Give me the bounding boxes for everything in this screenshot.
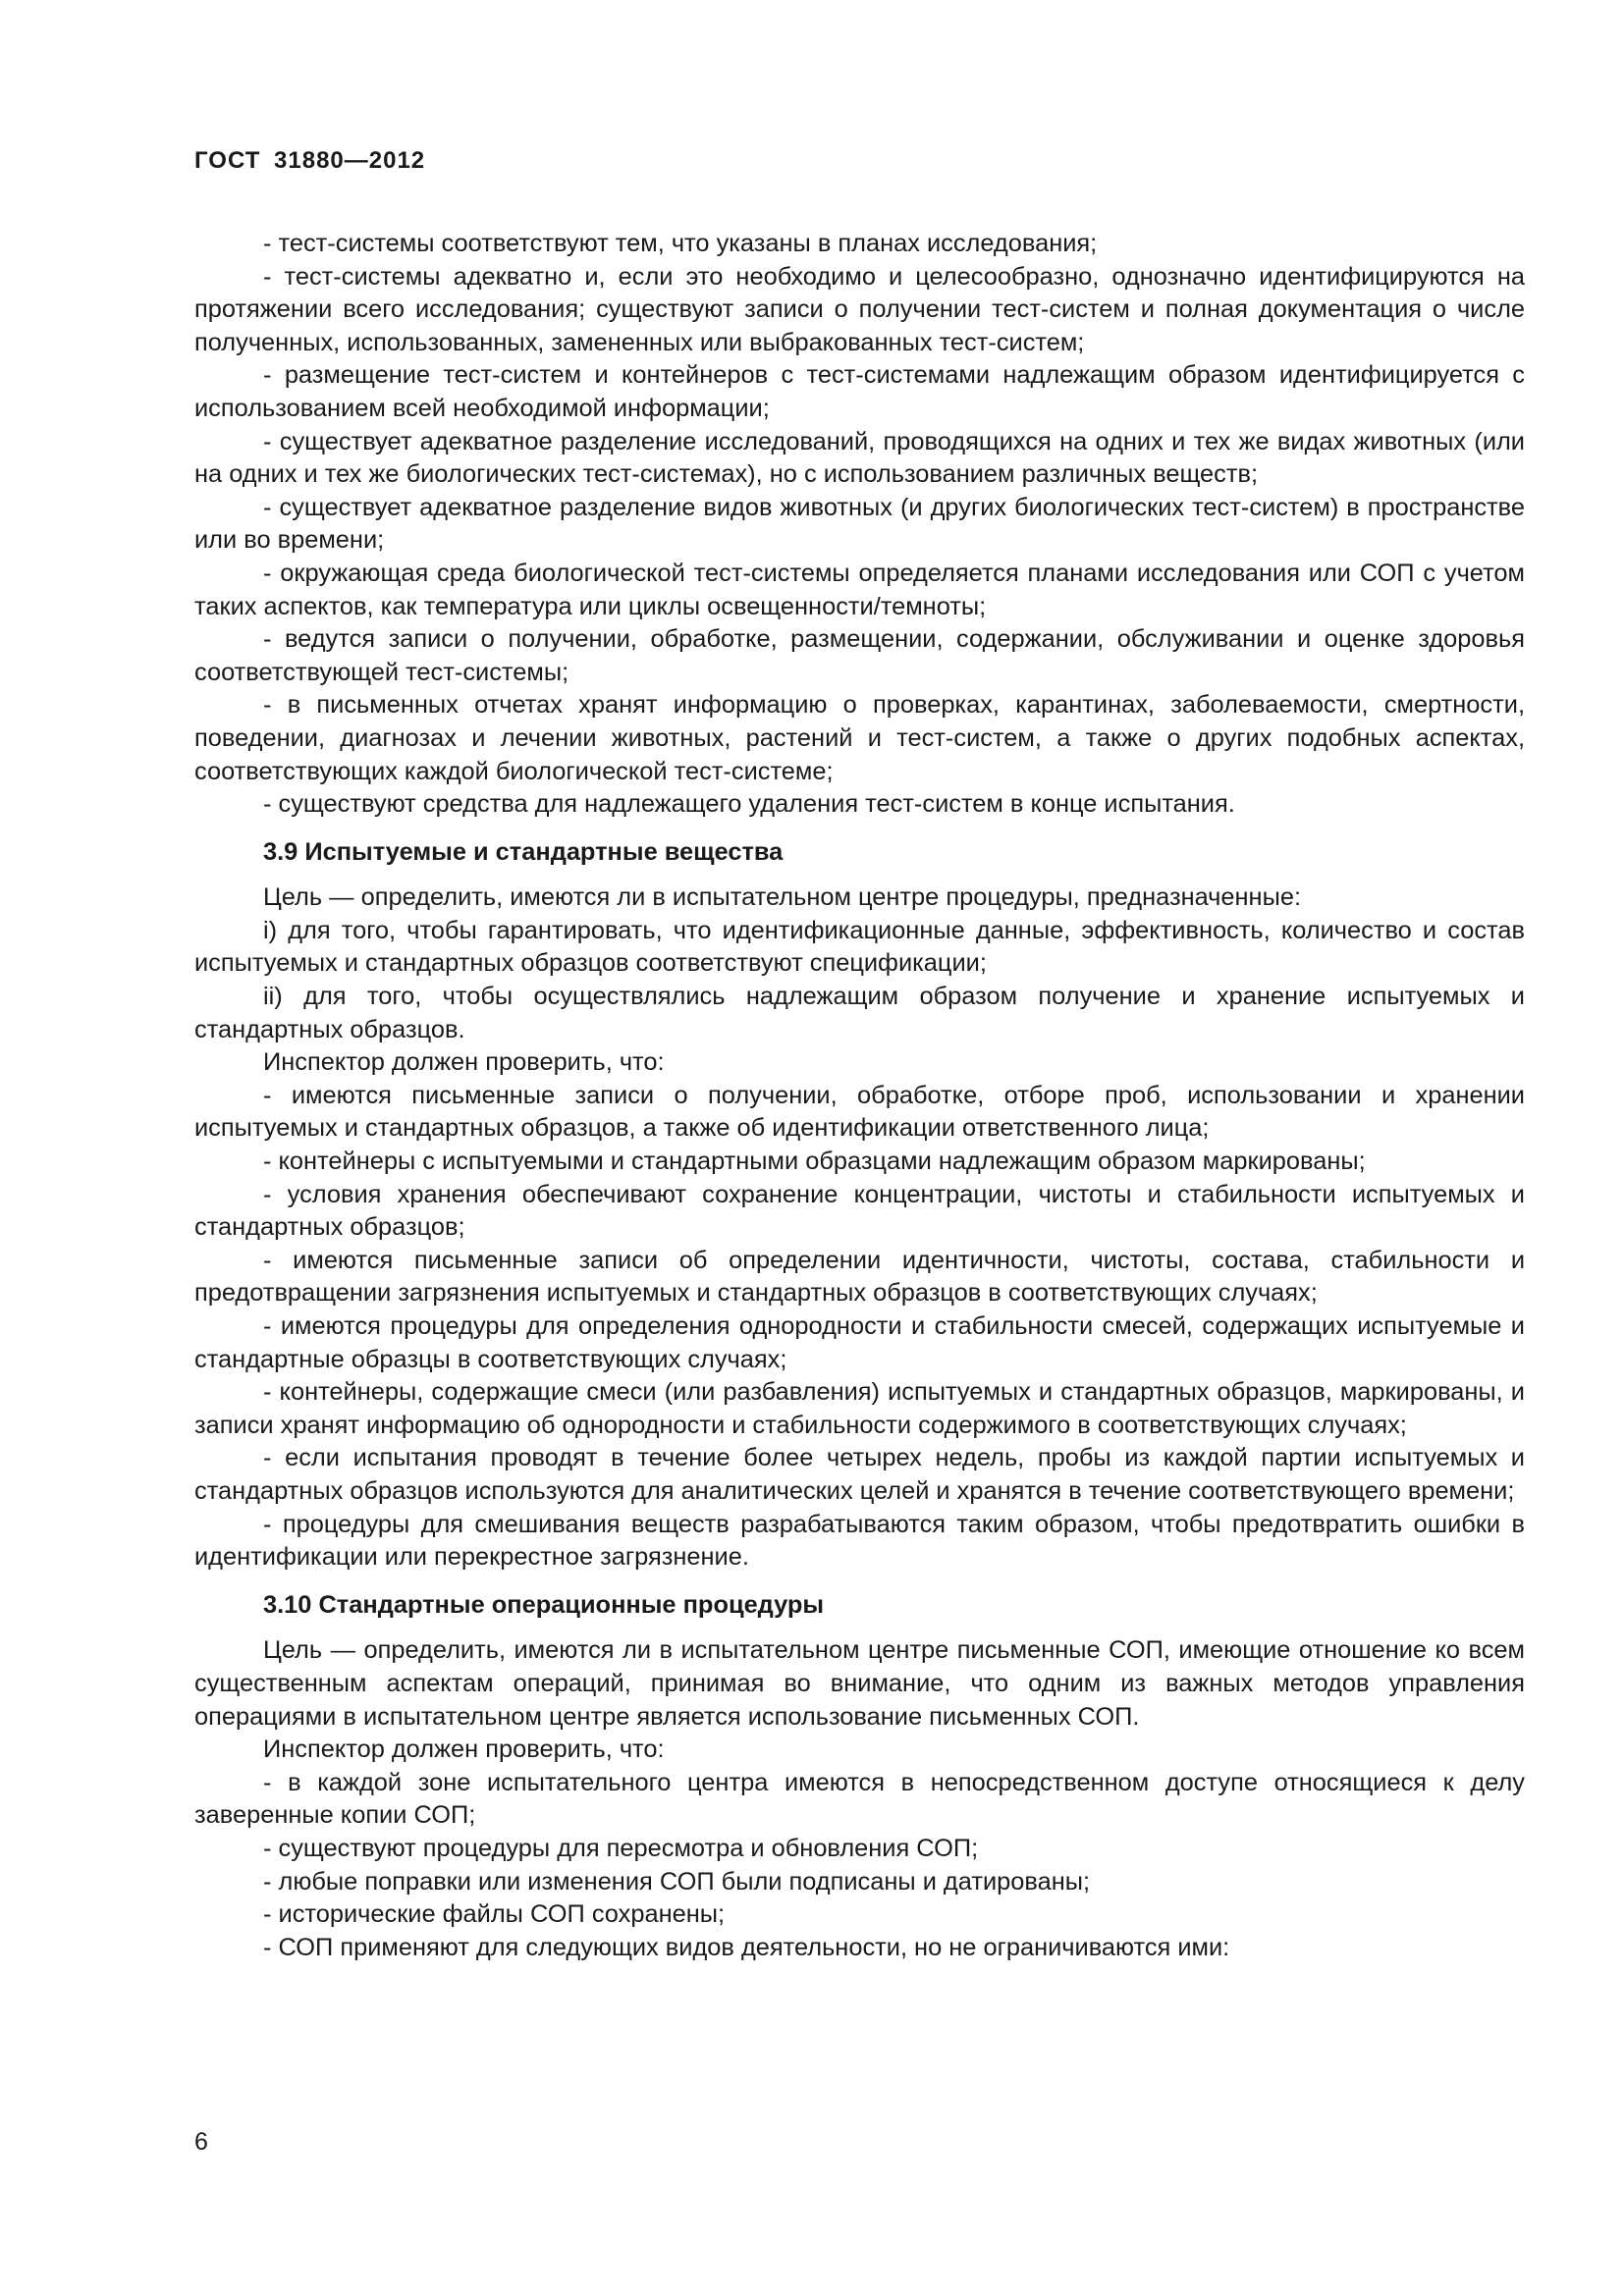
paragraph: - имеются письменные записи об определении идентичности, чистоты, состава, стабильности и предотвращении загрязнения испытуемых и стандартных образцов в соответствующих случаях;: [194, 1246, 1525, 1308]
paragraph: - размещение тест-систем и контейнеров с тест-системами надлежащим образом идентифицируется с использованием всей необходимой информации;: [194, 361, 1525, 422]
paragraph: - если испытания проводят в течение более четырех недель, пробы из каждой партии испытуемых и стандартных образцов используются для аналитических целей и хранятся в течение соответствующего времени;: [194, 1444, 1525, 1505]
paragraph: - существуют средства для надлежащего удаления тест-систем в конце испытания.: [263, 790, 1235, 819]
paragraph: - исторические файлы СОП сохранены;: [263, 1900, 726, 1929]
paragraph: - СОП применяют для следующих видов деятельности, но не ограничиваются ими:: [263, 1933, 1230, 1961]
paragraph: - процедуры для смешивания веществ разрабатываются таким образом, чтобы предотвратить ошибки в идентификации или перекрестное загрязнение.: [194, 1510, 1525, 1572]
paragraph: Инспектор должен проверить, что:: [263, 1735, 665, 1764]
paragraph: - в письменных отчетах хранят информацию о проверках, карантинах, заболеваемости, смертности, поведении, диагнозах и лечении животных, растений и тест-систем, а также о других подобных аспектах, соответствующих каждой биологической тест-системе;: [194, 691, 1525, 785]
paragraph: - условия хранения обеспечивают сохранение концентрации, чистоты и стабильности испытуемых и стандартных образцов;: [194, 1180, 1525, 1242]
document-body: [194, 228, 1525, 1964]
paragraph: - окружающая среда биологической тест-системы определяется планами исследования или СОП с учетом таких аспектов, как температура или циклы освещенности/темноты;: [194, 559, 1525, 620]
paragraph: - ведутся записи о получении, обработке, размещении, содержании, обслуживании и оценке здоровья соответствующей тест-системы;: [194, 625, 1525, 686]
paragraph: - имеются письменные записи о получении, обработке, отборе проб, использовании и хранении испытуемых и стандартных образцов, а также об идентификации ответственного лица;: [194, 1081, 1525, 1143]
paragraph: - тест-системы адекватно и, если это необходимо и целесообразно, однозначно идентифицируются на протяжении всего исследования; существуют записи о получении тест-систем и полная документация о числе полученных, использованных, замененных или выбракованных тест-систем;: [194, 262, 1525, 356]
paragraph: i) для того, чтобы гарантировать, что идентификационные данные, эффективность, количество и состав испытуемых и стандартных образцов соответствуют спецификации;: [194, 916, 1525, 978]
paragraph: - тест-системы соответствуют тем, что указаны в планах исследования;: [263, 230, 1098, 257]
page-number: 6: [194, 2128, 208, 2156]
paragraph: - в каждой зоне испытательного центра имеются в непосредственном доступе относящиеся к делу заверенные копии СОП;: [194, 1768, 1525, 1830]
paragraph: ii) для того, чтобы осуществлялись надлежащим образом получение и хранение испытуемых и стандартных образцов.: [194, 983, 1525, 1043]
section-heading-3-9: 3.9 Испытуемые и стандартные вещества: [263, 837, 784, 866]
paragraph: - существуют процедуры для пересмотра и обновления СОП;: [263, 1834, 979, 1862]
paragraph: - существует адекватное разделение видов животных (и других биологических тест-систем) в пространстве или во времени;: [194, 493, 1525, 555]
paragraph: - любые поправки или изменения СОП были подписаны и датированы;: [263, 1867, 1091, 1896]
document-header-title: ГОСТ 31880—2012: [194, 147, 426, 174]
paragraph: - существует адекватное разделение исследований, проводящихся на одних и тех же видах животных (или на одних и тех же биологических тест-системах), но с использованием различных веществ;: [194, 427, 1525, 489]
paragraph: Инспектор должен проверить, что:: [263, 1048, 665, 1077]
paragraph: Цель — определить, имеются ли в испытательном центре процедуры, предназначенные:: [263, 883, 1301, 912]
paragraph: - имеются процедуры для определения однородности и стабильности смесей, содержащих испытуемые и стандартные образцы в соответствующих случаях;: [194, 1312, 1525, 1373]
paragraph: Цель — определить, имеются ли в испытательном центре письменные СОП, имеющие отношение ко всем существенным аспектам операций, принимая во внимание, что одним из важных методов управления операциями в испытательном центре является использование письменных СОП.: [194, 1636, 1525, 1731]
paragraph: - контейнеры, содержащие смеси (или разбавления) испытуемых и стандартных образцов, маркированы, и записи хранят информацию об однородности и стабильности содержимого в соответствующих случаях;: [194, 1378, 1525, 1439]
paragraph: - контейнеры с испытуемыми и стандартными образцами надлежащим образом маркированы;: [263, 1148, 1366, 1176]
section-heading-3-10: 3.10 Стандартные операционные процедуры: [263, 1590, 825, 1619]
